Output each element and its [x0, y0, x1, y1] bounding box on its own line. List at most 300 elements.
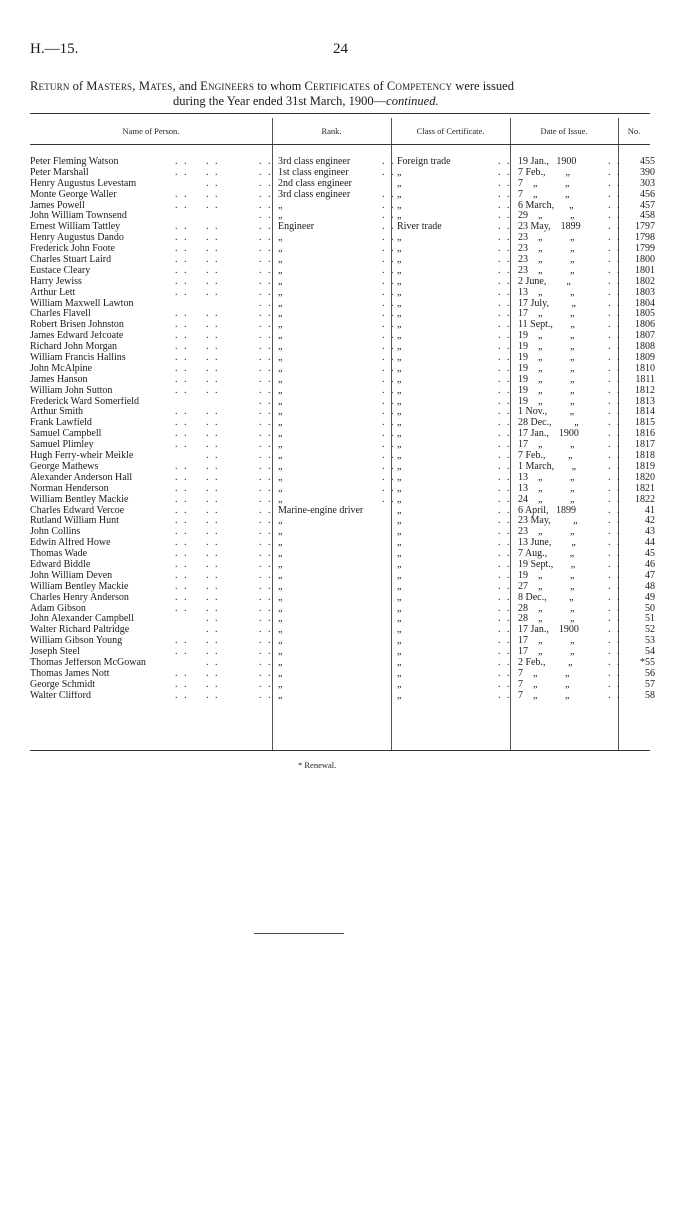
- number-cell: 458: [640, 211, 655, 222]
- rank-cell: „: [278, 429, 283, 440]
- title-text: of: [69, 79, 87, 93]
- leader-dots: . .: [382, 264, 396, 276]
- date-cell: 2 Feb., „: [518, 657, 573, 668]
- leader-dots: . .: [608, 569, 622, 581]
- leader-dots: . .: [175, 526, 189, 538]
- leader-dots: . .: [608, 406, 622, 418]
- leader-dots: . .: [175, 384, 189, 396]
- date-cell: 23 May, 1899: [518, 222, 581, 233]
- class-cell: „: [397, 505, 402, 516]
- table-row: [30, 199, 655, 212]
- leader-dots: . .: [206, 417, 220, 429]
- leader-dots: . .: [175, 515, 189, 527]
- leader-dots: . .: [175, 308, 189, 320]
- number-cell: 456: [640, 189, 655, 200]
- leader-dots: . .: [608, 297, 622, 309]
- leader-dots: . .: [175, 406, 189, 418]
- number-cell: 390: [640, 167, 655, 178]
- leader-dots: . .: [259, 395, 273, 407]
- leader-dots: . .: [382, 395, 396, 407]
- leader-dots: . .: [206, 264, 220, 276]
- leader-dots: . .: [498, 384, 512, 396]
- date-cell: 7 Aug., „: [518, 549, 575, 560]
- class-cell: „: [397, 211, 402, 222]
- leader-dots: . .: [206, 624, 220, 636]
- table-row: [30, 591, 655, 604]
- table-row: [30, 308, 655, 320]
- leader-dots: . .: [175, 667, 189, 679]
- leader-dots: . .: [175, 569, 189, 581]
- rank-cell: „: [278, 549, 283, 560]
- leader-dots: . .: [382, 221, 396, 233]
- leader-dots: . .: [175, 243, 189, 255]
- person-name: Charles Stuart Laird: [30, 255, 112, 266]
- leader-dots: . .: [175, 352, 189, 364]
- date-cell: 17 „ „: [518, 309, 575, 320]
- date-cell: 17 Jan., 1900: [518, 429, 579, 440]
- class-cell: „: [397, 244, 402, 255]
- date-cell: 19 „ „: [518, 353, 575, 364]
- leader-dots: . .: [206, 635, 220, 647]
- leader-dots: . .: [206, 362, 220, 374]
- leader-dots: . .: [206, 537, 220, 549]
- person-name: George Mathews: [30, 461, 99, 472]
- date-cell: 17 „ „: [518, 636, 575, 647]
- date-cell: 19 Jan., 1900: [518, 157, 577, 167]
- number-cell: 1809: [635, 353, 655, 364]
- table-row: [30, 460, 655, 473]
- number-cell: 1822: [635, 494, 655, 505]
- person-name: Adam Gibson: [30, 603, 86, 614]
- table-row: [30, 297, 655, 310]
- title-word-certificates: Certificates: [304, 79, 371, 93]
- table-row: [30, 254, 655, 266]
- table-row: [30, 613, 655, 625]
- rank-cell: „: [278, 516, 283, 527]
- leader-dots: . .: [608, 558, 622, 570]
- date-cell: 23 „ „: [518, 265, 575, 276]
- rank-cell: „: [278, 211, 283, 222]
- title-text: were issued: [452, 79, 514, 93]
- table-row: [30, 428, 655, 440]
- rank-cell: „: [278, 200, 283, 211]
- table-row: [30, 526, 655, 538]
- leader-dots: . .: [608, 580, 622, 592]
- leader-dots: . .: [608, 199, 622, 211]
- number-cell: 41: [645, 505, 655, 516]
- table-row: [30, 156, 655, 168]
- person-name: Robert Brisen Johnston: [30, 320, 124, 331]
- leader-dots: . .: [259, 689, 273, 701]
- title-text: during the Year ended 31st March, 1900—: [173, 94, 387, 108]
- person-name: Alexander Anderson Hall: [30, 472, 133, 483]
- class-cell: „: [397, 483, 402, 494]
- leader-dots: . .: [259, 526, 273, 538]
- rank-cell: „: [278, 647, 283, 658]
- date-cell: 19 „ „: [518, 374, 575, 385]
- person-name: William Bentley Mackie: [30, 494, 129, 505]
- column-header-date: Date of Issue.: [540, 126, 588, 136]
- table-row: [30, 210, 655, 222]
- leader-dots: . .: [608, 210, 622, 222]
- date-cell: 7 „ „: [518, 679, 570, 690]
- person-name: Walter Clifford: [30, 690, 91, 701]
- leader-dots: . .: [175, 493, 189, 505]
- class-cell: River trade: [397, 222, 442, 233]
- rank-cell: „: [278, 440, 283, 451]
- leader-dots: . .: [175, 482, 189, 494]
- leader-dots: . .: [498, 482, 512, 494]
- number-cell: 1806: [635, 320, 655, 331]
- class-cell: Foreign trade: [397, 157, 451, 167]
- class-cell: „: [397, 668, 402, 679]
- person-name: John William Townsend: [30, 211, 127, 222]
- rank-cell: „: [278, 679, 283, 690]
- number-cell: 1803: [635, 287, 655, 298]
- class-cell: „: [397, 538, 402, 549]
- date-cell: 7 „ „: [518, 178, 570, 189]
- leader-dots: . .: [175, 341, 189, 353]
- leader-dots: . .: [259, 537, 273, 549]
- number-cell: 46: [645, 559, 655, 570]
- leader-dots: . .: [382, 450, 396, 462]
- leader-dots: . .: [382, 439, 396, 451]
- leader-dots: . .: [498, 308, 512, 320]
- leader-dots: . .: [206, 602, 220, 614]
- leader-dots: . .: [206, 493, 220, 505]
- leader-dots: . .: [206, 188, 220, 200]
- table-row: [30, 558, 655, 571]
- class-cell: „: [397, 178, 402, 189]
- leader-dots: . .: [608, 450, 622, 462]
- leader-dots: . .: [175, 460, 189, 472]
- leader-dots: . .: [382, 232, 396, 244]
- date-cell: 7 „ „: [518, 668, 570, 679]
- number-cell: 1798: [635, 233, 655, 244]
- leader-dots: . .: [259, 297, 273, 309]
- leader-dots: . .: [498, 450, 512, 462]
- table-bottom-rule: [30, 750, 650, 751]
- leader-dots: . .: [259, 624, 273, 636]
- leader-dots: . .: [175, 188, 189, 200]
- leader-dots: . .: [175, 264, 189, 276]
- rank-cell: „: [278, 342, 283, 353]
- person-name: Thomas James Nott: [30, 668, 110, 679]
- class-cell: „: [397, 581, 402, 592]
- class-cell: „: [397, 429, 402, 440]
- person-name: Henry Augustus Dando: [30, 233, 124, 244]
- leader-dots: . .: [175, 591, 189, 603]
- date-cell: 2 June, „: [518, 276, 571, 287]
- leader-dots: . .: [498, 232, 512, 244]
- table-row: [30, 232, 655, 244]
- class-cell: „: [397, 385, 402, 396]
- leader-dots: . .: [206, 199, 220, 211]
- leader-dots: . .: [608, 243, 622, 255]
- person-name: Walter Richard Paltridge: [30, 625, 130, 636]
- rank-cell: „: [278, 625, 283, 636]
- leader-dots: . .: [175, 471, 189, 483]
- title-continued: continued.: [386, 94, 439, 108]
- leader-dots: . .: [608, 373, 622, 385]
- class-cell: „: [397, 265, 402, 276]
- leader-dots: . .: [259, 428, 273, 440]
- rank-cell: „: [278, 538, 283, 549]
- header-reference: H.—15.: [30, 41, 79, 57]
- class-cell: „: [397, 200, 402, 211]
- number-cell: 58: [645, 690, 655, 701]
- table-row: [30, 166, 655, 179]
- leader-dots: . .: [259, 569, 273, 581]
- date-cell: 23 „ „: [518, 244, 575, 255]
- date-cell: 19 „ „: [518, 570, 575, 581]
- leader-dots: . .: [608, 221, 622, 233]
- leader-dots: . .: [498, 221, 512, 233]
- leader-dots: . .: [206, 591, 220, 603]
- leader-dots: . .: [498, 254, 512, 266]
- leader-dots: . .: [608, 428, 622, 440]
- leader-dots: . .: [206, 428, 220, 440]
- table-row: [30, 602, 655, 615]
- leader-dots: . .: [498, 406, 512, 418]
- leader-dots: . .: [259, 341, 273, 353]
- leader-dots: . .: [175, 286, 189, 298]
- leader-dots: . .: [259, 352, 273, 364]
- leader-dots: . .: [498, 493, 512, 505]
- date-cell: 28 Dec., „: [518, 418, 579, 429]
- leader-dots: . .: [608, 319, 622, 331]
- title-word-masters: Masters, Mates,: [86, 79, 176, 93]
- class-cell: „: [397, 167, 402, 178]
- leader-dots: . .: [206, 689, 220, 701]
- leader-dots: . .: [259, 580, 273, 592]
- person-name: Ernest William Tattley: [30, 222, 121, 233]
- leader-dots: . .: [608, 678, 622, 690]
- leader-dots: . .: [498, 624, 512, 636]
- rank-cell: „: [278, 592, 283, 603]
- person-name: James Edward Jefcoate: [30, 331, 124, 342]
- leader-dots: . .: [206, 439, 220, 451]
- table-row: [30, 362, 655, 375]
- leader-dots: . .: [608, 395, 622, 407]
- leader-dots: . .: [498, 471, 512, 483]
- leader-dots: . .: [498, 156, 512, 167]
- leader-dots: . .: [498, 243, 512, 255]
- leader-dots: . .: [382, 373, 396, 385]
- leader-dots: . .: [498, 569, 512, 581]
- table-row: [30, 624, 655, 636]
- leader-dots: . .: [608, 526, 622, 538]
- table-row: [30, 515, 655, 527]
- rank-cell: 1st class engineer: [278, 167, 349, 178]
- leader-dots: . .: [608, 156, 622, 167]
- leader-dots: . .: [206, 221, 220, 233]
- number-cell: 1819: [635, 461, 655, 472]
- rank-cell: „: [278, 363, 283, 374]
- leader-dots: . .: [608, 188, 622, 200]
- leader-dots: . .: [608, 341, 622, 353]
- title-word-engineers: Engineers: [200, 79, 255, 93]
- leader-dots: . .: [259, 635, 273, 647]
- date-cell: 27 „ „: [518, 581, 575, 592]
- table-row: [30, 319, 655, 331]
- leader-dots: . .: [175, 362, 189, 374]
- leader-dots: . .: [498, 264, 512, 276]
- table-row: [30, 656, 655, 669]
- person-name: William Bentley Mackie: [30, 581, 129, 592]
- title-word-competency: Competency: [386, 79, 453, 93]
- leader-dots: . .: [498, 330, 512, 342]
- leader-dots: . .: [259, 602, 273, 614]
- leader-dots: . .: [608, 275, 622, 287]
- leader-dots: . .: [175, 373, 189, 385]
- number-cell: 53: [645, 636, 655, 647]
- person-name: George Schmidt: [30, 679, 96, 690]
- rank-cell: „: [278, 483, 283, 494]
- class-cell: „: [397, 407, 402, 418]
- rank-cell: „: [278, 244, 283, 255]
- rank-cell: „: [278, 570, 283, 581]
- leader-dots: . .: [382, 417, 396, 429]
- leader-dots: . .: [259, 460, 273, 472]
- leader-dots: . .: [259, 286, 273, 298]
- leader-dots: . .: [608, 460, 622, 472]
- rank-cell: „: [278, 385, 283, 396]
- number-cell: 57: [645, 679, 655, 690]
- leader-dots: . .: [608, 504, 622, 516]
- leader-dots: . .: [608, 537, 622, 549]
- person-name: John McAlpine: [30, 363, 92, 374]
- class-cell: „: [397, 440, 402, 451]
- table-row: [30, 188, 655, 201]
- rank-cell: „: [278, 614, 283, 625]
- number-cell: 455: [640, 157, 655, 167]
- number-cell: 50: [645, 603, 655, 614]
- leader-dots: . .: [382, 166, 396, 178]
- leader-dots: . .: [382, 460, 396, 472]
- leader-dots: . .: [259, 656, 273, 668]
- class-cell: „: [397, 494, 402, 505]
- leader-dots: . .: [206, 373, 220, 385]
- leader-dots: . .: [175, 580, 189, 592]
- number-cell: 56: [645, 668, 655, 679]
- person-name: William Gibson Young: [30, 636, 123, 647]
- date-cell: 23 „ „: [518, 527, 575, 538]
- date-cell: 7 „ „: [518, 189, 570, 200]
- leader-dots: . .: [498, 352, 512, 364]
- class-cell: „: [397, 527, 402, 538]
- rank-cell: „: [278, 461, 283, 472]
- leader-dots: . .: [498, 319, 512, 331]
- leader-dots: . .: [498, 689, 512, 701]
- leader-dots: . .: [608, 602, 622, 614]
- number-cell: 45: [645, 549, 655, 560]
- leader-dots: . .: [259, 558, 273, 570]
- rank-cell: „: [278, 407, 283, 418]
- leader-dots: . .: [498, 417, 512, 429]
- leader-dots: . .: [382, 199, 396, 211]
- title-line-1: [30, 79, 670, 94]
- class-cell: „: [397, 549, 402, 560]
- leader-dots: . .: [175, 678, 189, 690]
- person-name: Frank Lawfield: [30, 418, 92, 429]
- table-row: [30, 580, 655, 593]
- leader-dots: . .: [498, 362, 512, 374]
- person-name: John Collins: [30, 527, 81, 538]
- table-row: [30, 504, 655, 517]
- leader-dots: . .: [206, 515, 220, 527]
- leader-dots: . .: [608, 471, 622, 483]
- leader-dots: . .: [382, 352, 396, 364]
- class-cell: „: [397, 287, 402, 298]
- leader-dots: . .: [259, 373, 273, 385]
- person-name: Peter Marshall: [30, 167, 89, 178]
- date-cell: 17 Jan., 1900: [518, 625, 579, 636]
- rank-cell: „: [278, 255, 283, 266]
- rank-cell: „: [278, 276, 283, 287]
- class-cell: „: [397, 342, 402, 353]
- table-top-rule: [30, 113, 650, 114]
- class-cell: „: [397, 255, 402, 266]
- leader-dots: . .: [382, 319, 396, 331]
- leader-dots: . .: [498, 580, 512, 592]
- leader-dots: . .: [175, 689, 189, 701]
- leader-dots: . .: [175, 254, 189, 266]
- leader-dots: . .: [382, 330, 396, 342]
- leader-dots: . .: [175, 439, 189, 451]
- table-row: [30, 537, 655, 549]
- leader-dots: . .: [175, 537, 189, 549]
- date-cell: 1 Nov., „: [518, 407, 575, 418]
- leader-dots: . .: [175, 602, 189, 614]
- number-cell: 1807: [635, 331, 655, 342]
- number-cell: 1811: [635, 374, 655, 385]
- leader-dots: . .: [175, 221, 189, 233]
- leader-dots: . .: [498, 341, 512, 353]
- class-cell: „: [397, 679, 402, 690]
- person-name: John William Deven: [30, 570, 113, 581]
- rank-cell: „: [278, 657, 283, 668]
- leader-dots: . .: [608, 493, 622, 505]
- class-cell: „: [397, 516, 402, 527]
- date-cell: 1 March, „: [518, 461, 577, 472]
- person-name: Eustace Cleary: [30, 265, 91, 276]
- person-name: Frederick John Foote: [30, 244, 115, 255]
- leader-dots: . .: [206, 504, 220, 516]
- number-cell: 457: [640, 200, 655, 211]
- leader-dots: . .: [175, 646, 189, 658]
- table-row: [30, 439, 655, 451]
- class-cell: „: [397, 690, 402, 701]
- leader-dots: . .: [498, 177, 512, 189]
- leader-dots: . .: [498, 210, 512, 222]
- class-cell: „: [397, 657, 402, 668]
- leader-dots: . .: [206, 482, 220, 494]
- number-cell: 52: [645, 625, 655, 636]
- date-cell: 11 Sept., „: [518, 320, 575, 331]
- leader-dots: . .: [259, 156, 273, 167]
- leader-dots: . .: [498, 635, 512, 647]
- leader-dots: . .: [498, 591, 512, 603]
- class-cell: „: [397, 353, 402, 364]
- leader-dots: . .: [608, 656, 622, 668]
- leader-dots: . .: [608, 286, 622, 298]
- leader-dots: . .: [382, 308, 396, 320]
- date-cell: 7 Feb., „: [518, 167, 570, 178]
- person-name: Frederick Ward Somerfield: [30, 396, 139, 407]
- leader-dots: . .: [382, 243, 396, 255]
- leader-dots: . .: [498, 373, 512, 385]
